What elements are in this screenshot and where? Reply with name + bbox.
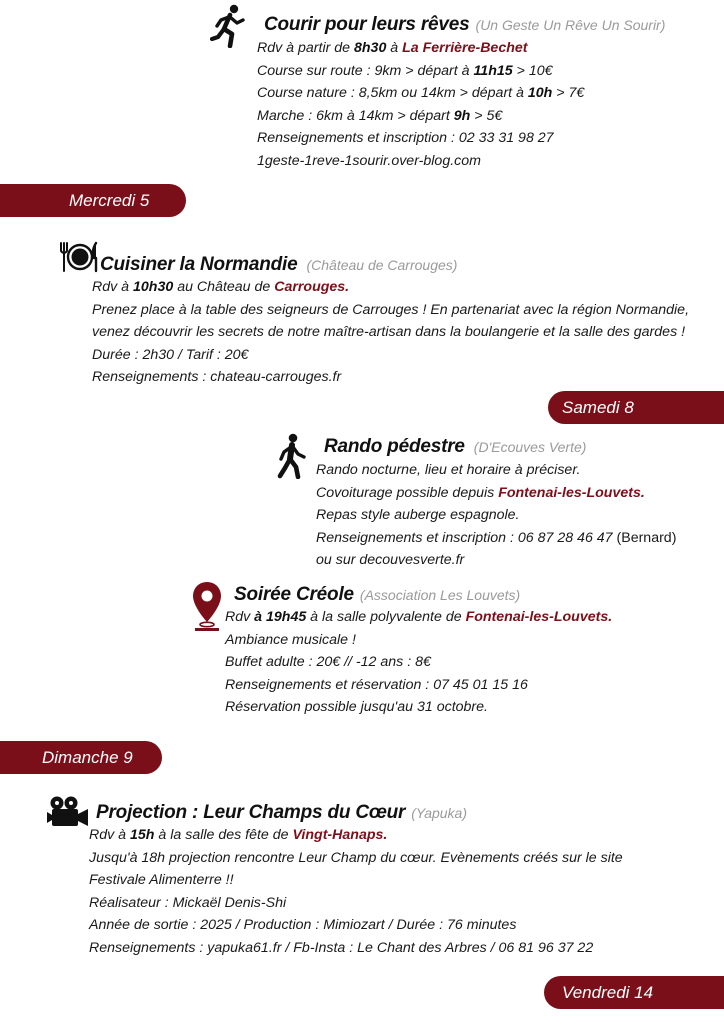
event-line: Course nature : 8,5km ou 14km > départ à 10h > 7€: [257, 85, 585, 101]
day-banner-samedi: Samedi 8: [548, 391, 724, 424]
event-line: Repas style auberge espagnole.: [316, 507, 520, 523]
event-website: 1geste-1reve-1sourir.over-blog.com: [257, 152, 481, 169]
event-title: Cuisiner la Normandie: [100, 254, 298, 275]
event-contact: Renseignements et réservation : 07 45 01 15 16: [225, 676, 528, 693]
event-title: Courir pour leurs rêves: [264, 14, 470, 35]
runner-icon: [210, 4, 246, 48]
event-hiking: [316, 436, 676, 572]
event-line: Ambiance musicale !: [225, 631, 356, 648]
event-line: Rdv à partir de 8h30 à La Ferrière-Bechet: [257, 40, 528, 56]
event-line: Rando nocturne, lieu et horaire à préciser.: [316, 462, 581, 478]
event-creole-evening: [225, 584, 612, 719]
location-pin-icon: [191, 580, 223, 632]
event-description: Prenez place à la table des seigneurs de Carrouges ! En partenariat avec la région Normandie, venez découvrir les secrets de notre maître-artisan dans la boulangerie et la salle des gardes ! Durée : 2h30 / Tarif : 20€: [92, 301, 690, 363]
event-title: Rando pédestre: [324, 436, 465, 457]
event-screening: [89, 802, 719, 959]
event-contact: Renseignements : chateau-carrouges.fr: [92, 369, 342, 385]
event-line: Marche : 6km à 14km > départ 9h > 5€: [257, 107, 503, 124]
event-contact: Renseignements et inscription : 06 87 28 46 47 (Bernard): [316, 529, 677, 546]
event-organizer: (Château de Carrouges): [306, 257, 458, 273]
day-banner-mercredi: Mercredi 5: [0, 184, 186, 217]
event-line: Course sur route : 9km > départ à 11h15 > 10€: [257, 62, 553, 79]
day-banner-vendredi: Vendredi 14: [544, 976, 724, 1009]
walker-icon: [276, 433, 308, 479]
event-line: Covoiturage possible depuis Fontenai-les-Louvets.: [316, 484, 645, 501]
event-description: Jusqu'à 18h projection rencontre Leur Champ du cœur. Evènements créés sur le site Festivale Alimenterre !!: [89, 849, 623, 888]
event-line: Buffet adulte : 20€ // -12 ans : 8€: [225, 654, 431, 670]
event-organizer: (Un Geste Un Rêve Un Sourir): [475, 17, 666, 33]
event-production-info: Année de sortie : 2025 / Production : Mimiozart / Durée : 76 minutes: [89, 917, 517, 933]
event-director: Réalisateur : Mickaël Denis-Shi: [89, 894, 287, 911]
event-contact: Renseignements et inscription : 02 33 31 98 27: [257, 130, 554, 146]
event-line: Rdv à 10h30 au Château de Carrouges.: [92, 279, 350, 295]
event-title: Projection : Leur Champs du Cœur: [96, 802, 406, 823]
movie-camera-icon: [46, 795, 90, 829]
event-line: Rdv à 19h45 à la salle polyvalente de Fontenai-les-Louvets.: [225, 609, 613, 625]
event-title: Soirée Créole: [234, 584, 354, 605]
event-line: Réservation possible jusqu'au 31 octobre.: [225, 699, 488, 715]
event-cooking: [92, 254, 712, 389]
event-organizer: (Yapuka): [411, 805, 468, 821]
event-line: Rdv à 15h à la salle des fête de Vingt-Hanaps.: [89, 827, 388, 843]
event-running: [257, 14, 665, 172]
event-contact: Renseignements : yapuka61.fr / Fb-Insta : Le Chant des Arbres / 06 81 96 37 22: [89, 939, 594, 956]
event-organizer: (D'Ecouves Verte): [473, 439, 587, 455]
event-organizer: (Association Les Louvets): [359, 587, 521, 603]
event-website: ou sur decouvesverte.fr: [316, 552, 465, 568]
day-banner-dimanche: Dimanche 9: [0, 741, 162, 774]
